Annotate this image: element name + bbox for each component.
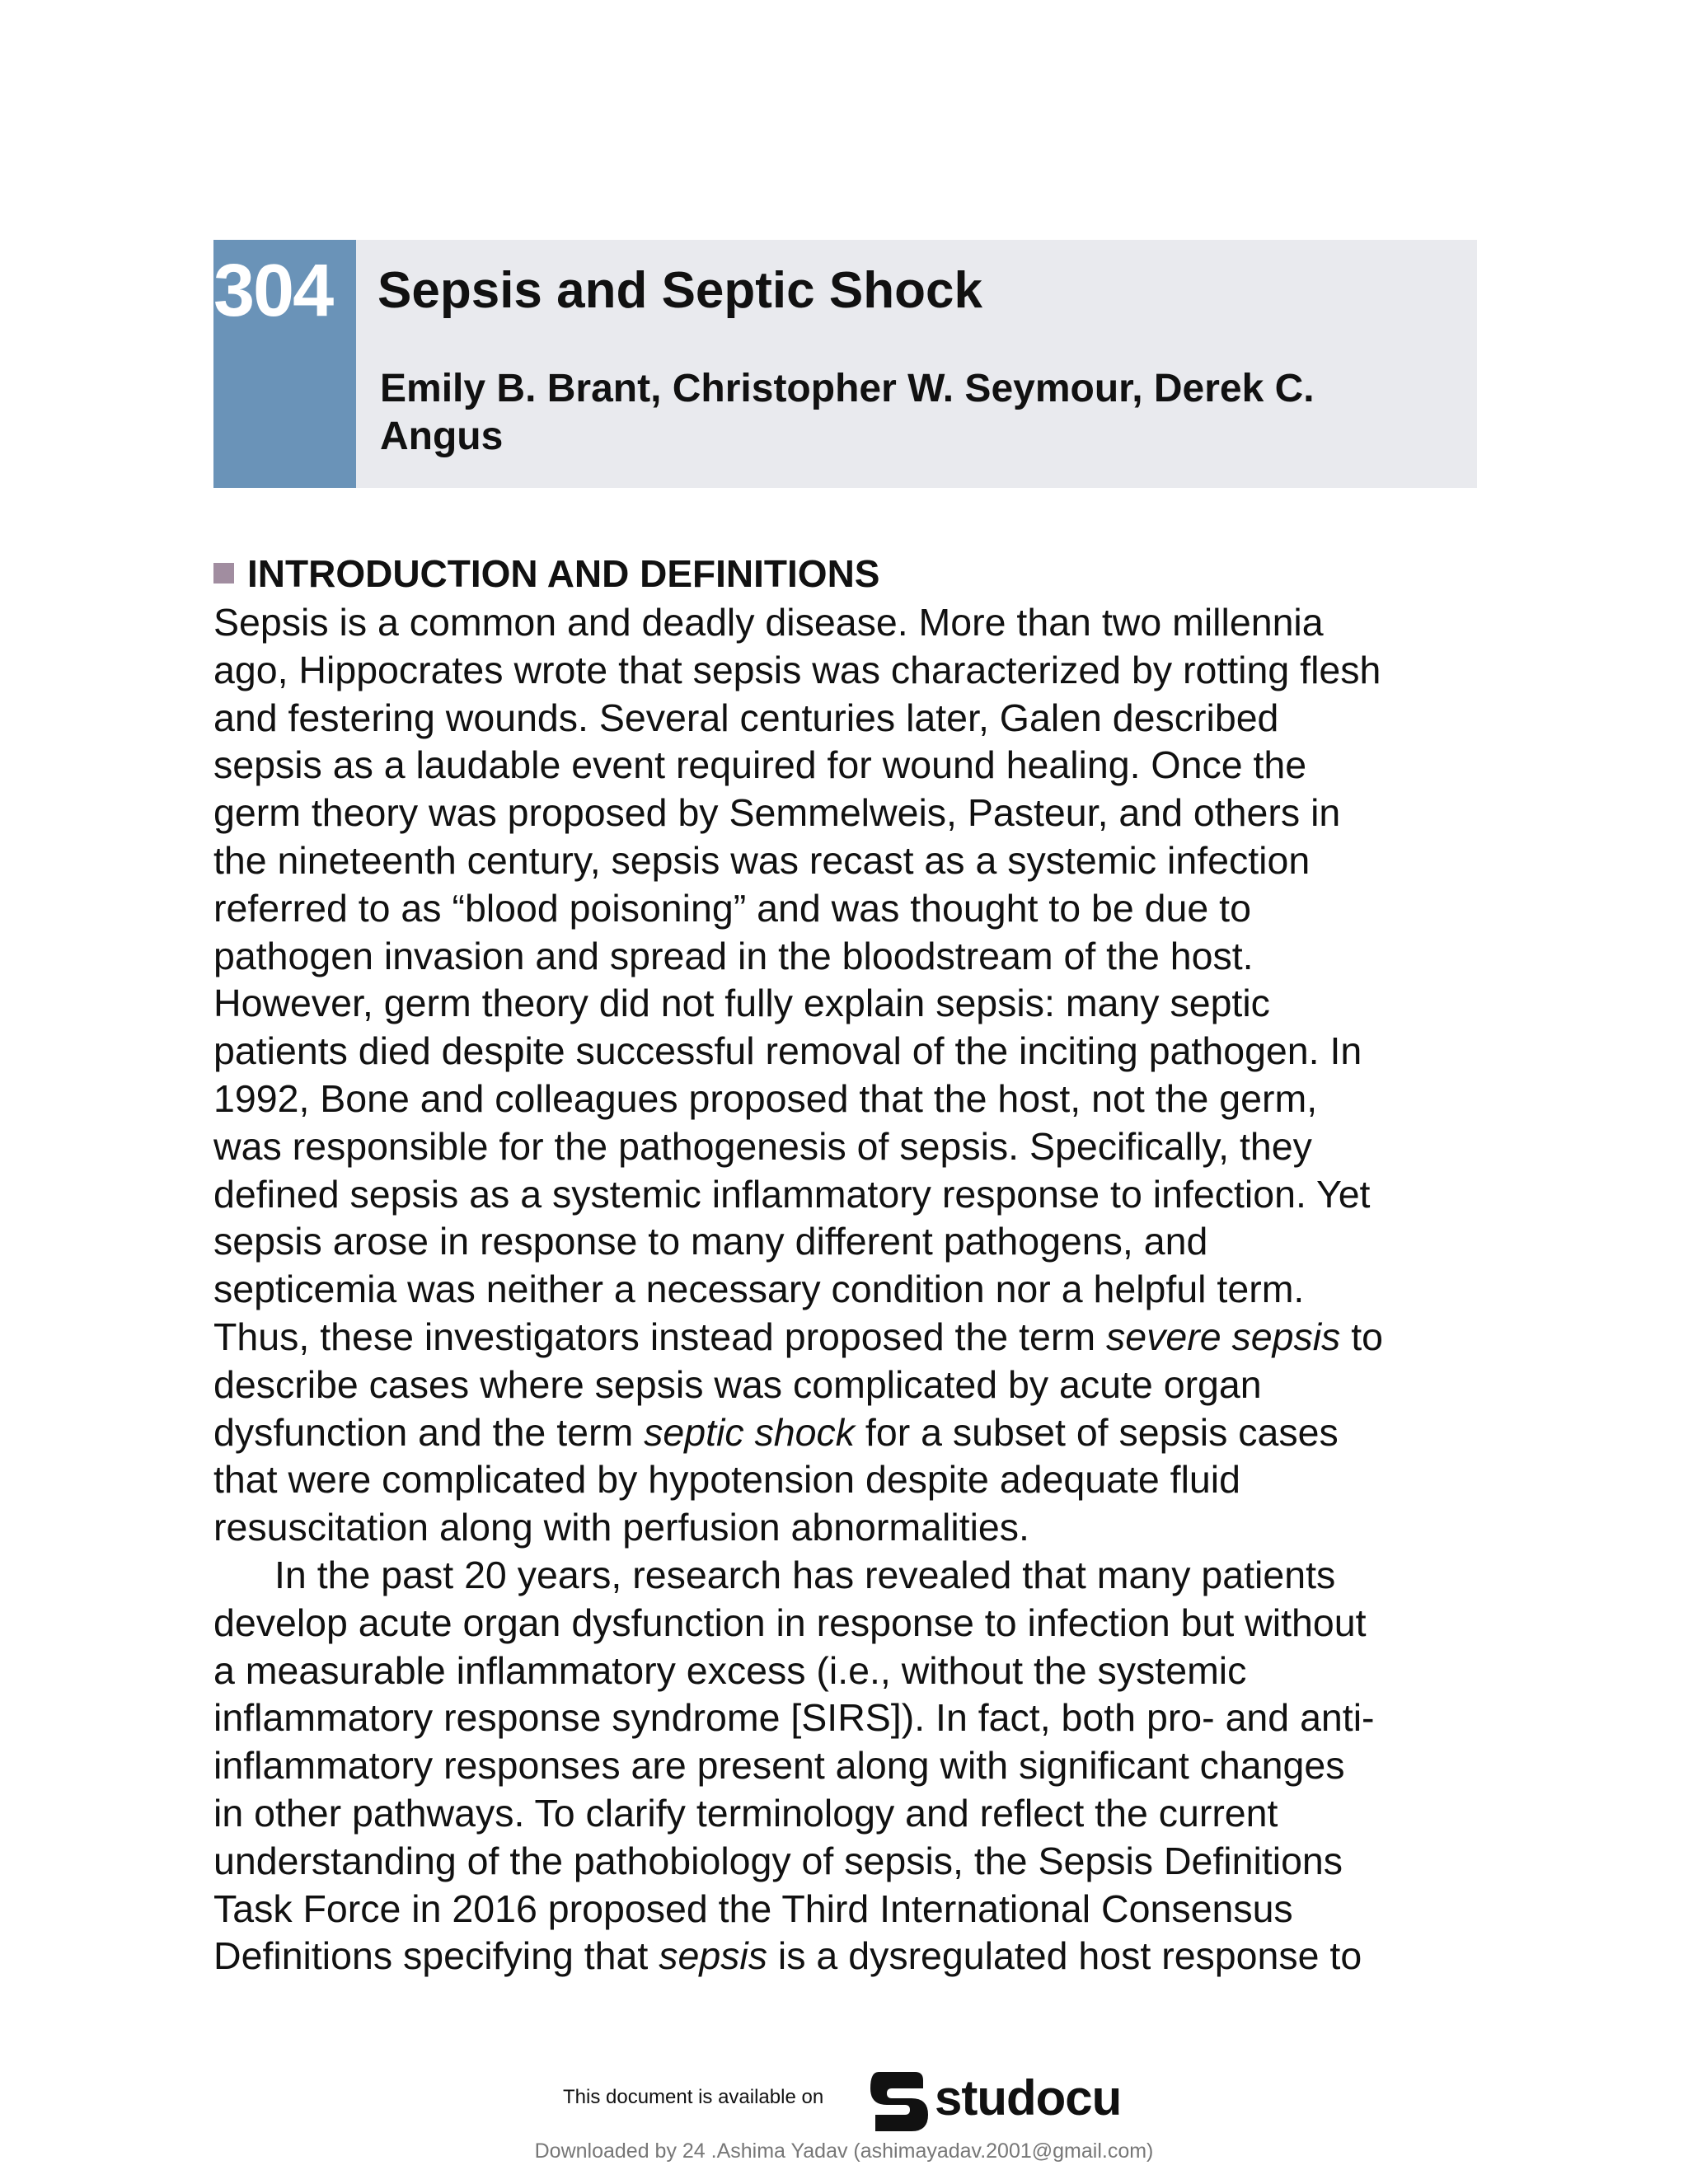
chapter-number: 304 <box>213 250 333 332</box>
body-line <box>213 1314 1483 1361</box>
body-line: that were complicated by hypotension despite adequate fluid <box>213 1458 1240 1502</box>
studocu-logo-icon[interactable] <box>864 2067 933 2136</box>
body-line-text: is a dysregulated host response to <box>767 1934 1362 1978</box>
body-line: ago, Hippocrates wrote that sepsis was characterized by rotting flesh <box>213 648 1381 691</box>
body-line: germ theory was proposed by Semmelweis, Pasteur, and others in <box>213 791 1341 835</box>
body-line <box>213 1409 1483 1457</box>
body-line-emphasis: septic shock <box>644 1410 856 1454</box>
section-heading-text: INTRODUCTION AND DEFINITIONS <box>247 552 880 595</box>
body-line <box>213 1933 1483 1980</box>
body-text <box>213 599 1483 1980</box>
body-line: inflammatory response syndrome [SIRS]). In fact, both pro- and anti- <box>213 1696 1375 1740</box>
body-line: referred to as “blood poisoning” and was thought to be due to <box>213 886 1251 930</box>
chapter-authors: Emily B. Brant, Christopher W. Seymour, Derek C. Angus <box>380 367 1315 458</box>
studocu-brand[interactable]: studocu <box>935 2070 1122 2125</box>
chapter-title: Sepsis and Septic Shock <box>377 262 982 319</box>
body-line: understanding of the pathobiology of sepsis, the Sepsis Definitions <box>213 1839 1343 1882</box>
footer-download-text: Downloaded by 24 .Ashima Yadav (ashimayadav.2001@gmail.com) <box>534 2139 1154 2163</box>
body-line: sepsis arose in response to many different pathogens, and <box>213 1220 1208 1263</box>
body-line: a measurable inflammatory excess (i.e., without the systemic <box>213 1648 1247 1692</box>
body-line: was responsible for the pathogenesis of sepsis. Specifically, they <box>213 1124 1312 1168</box>
body-line: inflammatory responses are present along with significant changes <box>213 1744 1345 1788</box>
body-line: sepsis as a laudable event required for wound healing. Once the <box>213 743 1307 787</box>
body-line: Task Force in 2016 proposed the Third International Consensus <box>213 1886 1293 1930</box>
body-line: in other pathways. To clarify terminology and reflect the current <box>213 1791 1278 1835</box>
body-line-text: dysfunction and the term <box>213 1410 645 1454</box>
body-line: resuscitation along with perfusion abnormalities. <box>213 1506 1029 1549</box>
body-line: defined sepsis as a systemic inflammatory response to infection. Yet <box>213 1172 1371 1216</box>
body-line-emphasis: severe sepsis <box>1106 1315 1341 1358</box>
body-line: 1992, Bone and colleagues proposed that the host, not the germ, <box>213 1076 1318 1120</box>
body-line: and festering wounds. Several centuries later, Galen described <box>213 696 1279 739</box>
body-line-text: Thus, these investigators instead proposed the term <box>213 1315 1107 1358</box>
body-line-emphasis: sepsis <box>659 1934 768 1978</box>
body-line: pathogen invasion and spread in the bloodstream of the host. <box>213 934 1254 977</box>
body-line: septicemia was neither a necessary condition nor a helpful term. <box>213 1268 1305 1311</box>
section-heading <box>213 550 1450 598</box>
body-line: the nineteenth century, sepsis was recast as a systemic infection <box>213 838 1311 882</box>
section-bullet-icon <box>213 563 234 583</box>
body-line: develop acute organ dysfunction in response to infection but without <box>213 1601 1367 1644</box>
body-line: However, germ theory did not fully explain sepsis: many septic <box>213 982 1270 1025</box>
body-line: describe cases where sepsis was complicated by acute organ <box>213 1362 1262 1406</box>
body-line-text: for a subset of sepsis cases <box>855 1410 1339 1454</box>
body-line-text: Definitions specifying that <box>213 1934 659 1978</box>
body-line: patients died despite successful removal of the inciting pathogen. In <box>213 1029 1362 1073</box>
body-line: In the past 20 years, research has revealed that many patients <box>274 1553 1336 1596</box>
footer-available-text: This document is available on <box>563 2086 824 2108</box>
body-line-text: to <box>1340 1315 1384 1358</box>
body-line: Sepsis is a common and deadly disease. More than two millennia <box>213 601 1324 644</box>
